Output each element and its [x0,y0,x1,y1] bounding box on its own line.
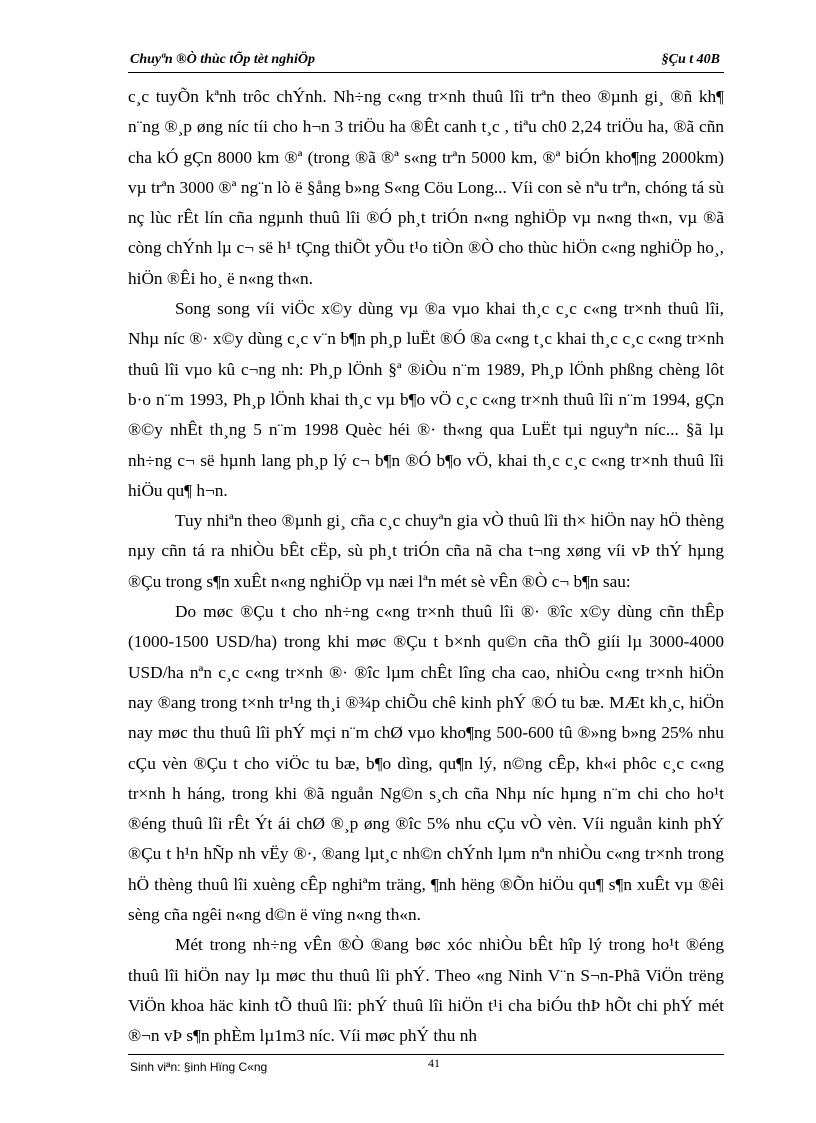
paragraph-1: c¸c tuyÕn kªnh trôc chÝnh. Nh÷ng c«ng tr×nh thuû lîi trªn theo ®µnh gi¸ ®ñ kh¶ n¨ng ®¸p øng níc tíi cho h¬n 3 triÖu ha ®Êt canh t¸c , tiªu ch0 2,24 triÖu ha, ®ã cñn cha kÓ gÇn 8000 km ®ª (trong ®ã ®ª s«ng trªn 5000 km, ®ª biÓn kho¶ng 2000km) vµ trªn 3000 ®ª ng¨n lò ë §ång b»ng S«ng Cöu Long... Víi con sè nªu trªn, chóng tá sù nç lùc rÊt lín cña ngµnh thuû lîi ®Ó ph¸t triÓn n«ng nghiÖp vµ n«ng th«n, vµ ®ã còng chÝnh lµ c¬ së h¹ tÇng thiÕt yÕu t¹o tiÒn ®Ò cho thùc hiÖn c«ng nghiÖp ho¸, hiÖn ®Êi ho¸ ë n«ng th«n. [128,87,724,288]
header-class-code: §Çu t 40B [661,52,720,67]
footer-author: Sinh viªn: §inh Hïng C«ng [130,1060,268,1074]
document-body [128,82,724,1052]
paragraph-5: Mét trong nh÷ng vÊn ®Ò ®ang bøc xóc nhiÒu bÊt hîp lý trong ho¹t ®éng thuû lîi hiÖn nay lµ møc thu thuû lîi phÝ. Theo «ng Ninh V¨n S¬n-Phã ViÖn trëng ViÖn khoa häc kinh tÕ thuû lîi: phÝ thuû lîi hiÖn t¹i cha biÓu thÞ hÕt chi phÝ mét ®¬n vÞ s¶n phÈm lµ1m3 níc. Víi møc phÝ thu nh [128,935,724,1046]
page-footer [128,1054,724,1075]
header-title: Chuyªn ®Ò thùc tÕp tèt nghiÖp [130,52,315,67]
page-header [128,48,724,73]
paragraph-4: Do møc ®Çu t cho nh÷ng c«ng tr×nh thuû lîi ®· ®îc x©y dùng cñn thÊp (1000-1500 USD/ha) trong khi møc ®Çu t b×nh qu©n cña thÕ giíi lµ 3000-4000 USD/ha nªn c¸c c«ng tr×nh ®· ®îc lµm chÊt lîng cha cao, nhiÒu c«ng tr×nh hiÖn nay ®ang trong t×nh tr¹ng th¸i ®¾p chiÕu chê kinh phÝ ®Ó tu bæ. MÆt kh¸c, hiÖn nay møc thu thuû lîi phÝ mçi n¨m chØ vµo kho¶ng 500-600 tû ®»ng b»ng 25% nhu cÇu vèn ®Çu t cho viÖc tu bæ, b¶o dìng, qu¶n lý, n©ng cÊp, kh«i phôc c¸c c«ng tr×nh h háng, trong khi ®ã nguån Ng©n s¸ch cña Nhµ níc hµng n¨m chi cho ho¹t ®éng thuû lîi rÊt Ýt ái chØ ®¸p øng ®îc 5% nhu cÇu vÒ vèn. Víi nguån kinh phÝ ®Çu t h¹n hÑp nh vËy ®·, ®ang lµt¸c nh©n chÝnh lµm nªn nhiÒu c«ng tr×nh trong hÖ thèng thuû lîi xuèng cÊp nghiªm träng, ¶nh hëng ®Õn hiÖu qu¶ s¶n xuÊt vµ ®êi sèng cña ngêi n«ng d©n ë vïng n«ng th«n. [128,602,724,925]
paragraph-2: Song song víi viÖc x©y dùng vµ ®a vµo khai th¸c c¸c c«ng tr×nh thuû lîi, Nhµ níc ®· x©y dùng c¸c v¨n b¶n ph¸p luËt ®Ó ®a c«ng t¸c khai th¸c c¸c c«ng tr×nh thuû lîi vµo kû c¬ng nh: Ph¸p lÖnh §ª ®iÒu n¨m 1989, Ph¸p lÖnh phßng chèng lôt b·o n¨m 1993, Ph¸p lÖnh khai th¸c vµ b¶o vÖ c¸c c«ng tr×nh thuû lîi n¨m 1994, gÇn ®©y nhÊt th¸ng 5 n¨m 1998 Quèc héi ®· th«ng qua LuËt tµi nguyªn níc... §ã lµ nh÷ng c¬ së hµnh lang ph¸p lý c¬ b¶n ®Ó b¶o vÖ, khai th¸c c¸c c«ng tr×nh thuû lîi hiÖu qu¶ h¬n. [128,299,724,500]
paragraph-3: Tuy nhiªn theo ®µnh gi¸ cña c¸c chuyªn gia vÒ thuû lîi th× hiÖn nay hÖ thèng nµy cñn tá ra nhiÒu bÊt cËp, sù ph¸t triÓn cña nã cha t¬ng xøng víi vÞ thÝ hµng ®Çu trong s¶n xuÊt n«ng nghiÖp vµ næi lªn mét sè vÊn ®Ò c¬ b¶n sau: [128,511,724,591]
page-number: 41 [428,1056,440,1070]
